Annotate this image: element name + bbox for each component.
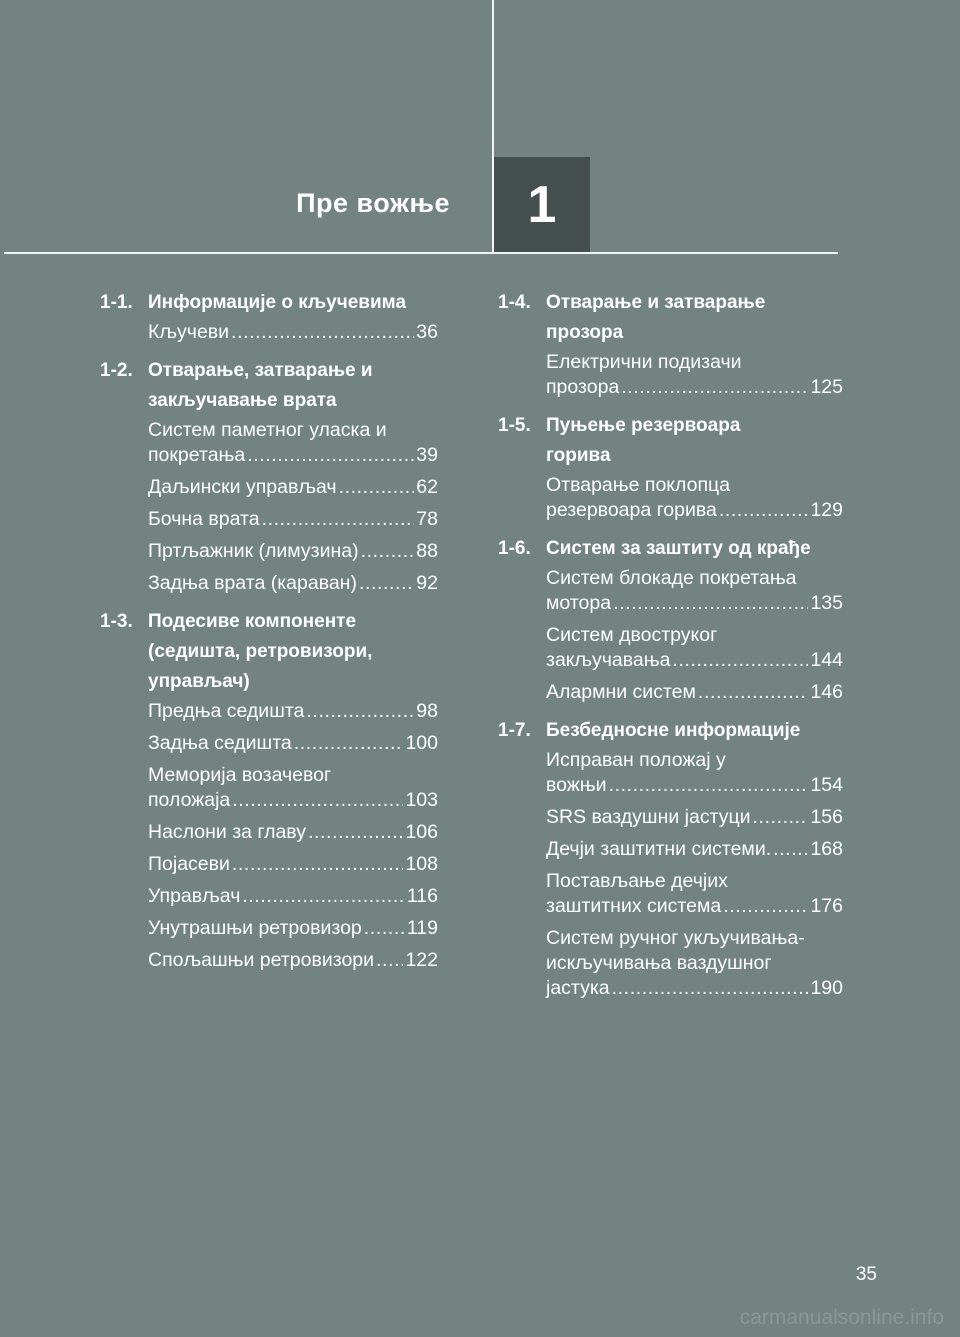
section-title: Систем за заштиту од крађе [546, 538, 811, 559]
entry-title: Задња седишта [148, 732, 292, 754]
entry-last-line [148, 916, 438, 941]
entry-title-line: Систем блокаде покретања [546, 567, 797, 589]
entry-title: Даљински управљач [148, 476, 337, 498]
entry-page-number: 62 [416, 476, 438, 498]
section-title: прозора [546, 322, 624, 343]
dot-leader [247, 443, 414, 468]
toc-right-column [498, 290, 843, 1014]
section-number: 1-5. [498, 415, 531, 436]
section-title: управљач) [148, 671, 250, 692]
toc-entry-link[interactable] [546, 350, 843, 400]
section-number: 1-6. [498, 538, 531, 559]
entry-title: Спољашњи ретровизори [148, 949, 375, 971]
toc-entry-link[interactable] [148, 571, 438, 596]
toc-entry-link[interactable] [148, 539, 438, 564]
entry-title: заштитних система [546, 895, 722, 917]
dot-leader [294, 731, 404, 756]
entry-title-line: Постављање дечјих [546, 870, 728, 892]
entry-last-line [148, 884, 438, 909]
entry-page-number: 168 [810, 838, 843, 860]
toc-entry-link[interactable] [546, 837, 843, 862]
entry-last-line [148, 731, 438, 756]
entry-title: резервоара горива [546, 499, 717, 521]
dot-leader [698, 680, 809, 705]
section-number: 1-7. [498, 720, 531, 741]
entry-title-line: Систем ручног укључивања- [546, 927, 805, 949]
entry-page-number: 92 [416, 572, 438, 594]
entry-last-line [148, 948, 438, 973]
dot-leader [232, 788, 403, 813]
entry-last-line [546, 680, 843, 705]
toc-entry-link[interactable] [148, 320, 438, 345]
entry-title: јастука [546, 977, 610, 999]
entry-title: Алармни систем [546, 681, 696, 703]
entry-page-number: 78 [416, 508, 438, 530]
entry-page-number: 176 [810, 895, 843, 917]
toc-entry-link[interactable] [148, 916, 438, 941]
entry-title: Задња врата (караван) [148, 572, 357, 594]
dot-leader [621, 375, 808, 400]
toc-left-column [100, 290, 438, 986]
entry-last-line [546, 894, 843, 919]
entry-page-number: 146 [810, 681, 843, 703]
entry-last-line [546, 591, 843, 616]
section-title: Безбедносне информације [546, 720, 801, 741]
toc-entry-link[interactable] [148, 418, 438, 468]
entry-title: Кључеви [148, 321, 230, 343]
dot-leader [613, 591, 808, 616]
section-title: Отварање, затварање и [148, 360, 373, 381]
section-title: горива [546, 445, 611, 466]
entry-title: закључавања [546, 649, 671, 671]
entry-title: Појасеви [148, 853, 230, 875]
section-title: Подесиве компоненте [148, 611, 357, 632]
toc-entry-link[interactable] [546, 566, 843, 616]
entry-title: мотора [546, 592, 612, 614]
toc-entry-link[interactable] [148, 731, 438, 756]
entry-title: SRS ваздушни јастуци [546, 806, 751, 828]
entry-page-number: 39 [416, 444, 438, 466]
section-number: 1-3. [100, 611, 133, 632]
entry-title-line: Систем паметног уласка и [148, 419, 387, 441]
toc-section [100, 358, 438, 596]
section-title: Пуњење резервоара [546, 415, 741, 436]
entry-last-line [148, 788, 438, 813]
entry-title: Унутрашњи ретровизор [148, 917, 362, 939]
entry-title: Бочна врата [148, 508, 260, 530]
section-number: 1-1. [100, 292, 133, 313]
entry-title: положаја [148, 789, 231, 811]
dot-leader [306, 699, 414, 724]
toc-section [498, 290, 843, 400]
watermark: carmanualsonline.info [739, 1306, 944, 1329]
toc-entry-link[interactable] [148, 948, 438, 973]
entry-title: вожњи [546, 774, 607, 796]
toc-entry-link[interactable] [546, 869, 843, 919]
chapter-number: 1 [527, 175, 557, 234]
dot-leader [376, 948, 403, 973]
entry-page-number: 125 [810, 376, 843, 398]
toc-entry-link[interactable] [546, 926, 843, 1001]
entry-last-line [148, 571, 438, 596]
entry-page-number: 36 [416, 321, 438, 343]
entry-last-line [148, 443, 438, 468]
page-number: 35 [855, 1264, 877, 1285]
toc-entry-link[interactable] [148, 884, 438, 909]
entry-last-line [148, 539, 438, 564]
toc-entry-link[interactable] [148, 852, 438, 877]
dot-leader [753, 805, 809, 830]
toc-entry-link[interactable] [148, 475, 438, 500]
toc-entry-link[interactable] [546, 680, 843, 705]
toc-entry-link[interactable] [148, 699, 438, 724]
chapter-number-box [494, 157, 590, 252]
entry-last-line [148, 475, 438, 500]
entry-last-line [148, 699, 438, 724]
section-title: (седишта, ретровизори, [148, 641, 373, 662]
toc-entry-link[interactable] [148, 507, 438, 532]
entry-last-line [546, 837, 843, 862]
section-title: Отварање и затварање [546, 292, 766, 313]
section-title: Информације о кључевима [148, 292, 407, 313]
toc-section [100, 609, 438, 973]
entry-last-line [148, 507, 438, 532]
dot-leader [773, 837, 808, 862]
entry-title-line: Меморија возачевог [148, 764, 332, 786]
dot-leader [361, 539, 415, 564]
dot-leader [364, 916, 405, 941]
entry-title: Пртљажник (лимузина) [148, 540, 359, 562]
entry-title-line: искључивања ваздушног [546, 952, 772, 974]
entry-title: прозора [546, 376, 620, 398]
entry-title: Предња седишта [148, 700, 305, 722]
toc-entry-link[interactable] [148, 763, 438, 813]
entry-last-line [546, 648, 843, 673]
toc-section [498, 413, 843, 523]
entry-page-number: 103 [405, 789, 438, 811]
entry-page-number: 100 [405, 732, 438, 754]
dot-leader [723, 894, 808, 919]
entry-page-number: 144 [810, 649, 843, 671]
entry-last-line [546, 375, 843, 400]
entry-title: покретања [148, 444, 246, 466]
dot-leader [308, 820, 403, 845]
entry-last-line [546, 773, 843, 798]
chapter-horizontal-divider [4, 252, 838, 254]
entry-title: Управљач [148, 885, 241, 907]
dot-leader [232, 852, 404, 877]
entry-page-number: 108 [405, 853, 438, 875]
dot-leader [242, 884, 405, 909]
dot-leader [719, 498, 809, 523]
section-number: 1-2. [100, 360, 133, 381]
entry-page-number: 106 [405, 821, 438, 843]
entry-last-line [546, 805, 843, 830]
dot-leader [612, 976, 809, 1001]
entry-title-line: Електрични подизачи [546, 351, 742, 373]
entry-title-line: Отварање поклопца [546, 474, 731, 496]
dot-leader [359, 571, 414, 596]
toc-entry-link[interactable] [546, 748, 843, 798]
entry-title-line: Исправан положај у [546, 749, 726, 771]
entry-page-number: 98 [416, 700, 438, 722]
entry-title: Дечји заштитни системи. [546, 838, 772, 860]
toc-section [498, 536, 843, 705]
entry-last-line [148, 820, 438, 845]
toc-entry-link[interactable] [546, 473, 843, 523]
dot-leader [672, 648, 808, 673]
entry-last-line [546, 498, 843, 523]
toc-entry-link[interactable] [148, 820, 438, 845]
toc-entry-link[interactable] [546, 623, 843, 673]
section-number: 1-4. [498, 292, 531, 313]
entry-page-number: 135 [810, 592, 843, 614]
toc-entry-link[interactable] [546, 805, 843, 830]
entry-title-line: Систем двоструког [546, 624, 718, 646]
entry-last-line [546, 976, 843, 1001]
entry-last-line [148, 320, 438, 345]
entry-page-number: 129 [810, 499, 843, 521]
entry-title: Наслони за главу [148, 821, 306, 843]
entry-page-number: 156 [810, 806, 843, 828]
dot-leader [339, 475, 415, 500]
entry-page-number: 88 [416, 540, 438, 562]
section-title: закључавање врата [148, 390, 337, 411]
entry-page-number: 122 [405, 949, 438, 971]
dot-leader [262, 507, 415, 532]
dot-leader [609, 773, 809, 798]
entry-page-number: 190 [810, 977, 843, 999]
entry-last-line [148, 852, 438, 877]
toc-section [100, 290, 438, 345]
chapter-title: Пре вожње [296, 188, 450, 218]
entry-page-number: 119 [406, 917, 438, 939]
entry-page-number: 116 [406, 885, 438, 907]
toc-section [498, 718, 843, 1001]
dot-leader [231, 320, 414, 345]
entry-page-number: 154 [810, 774, 843, 796]
